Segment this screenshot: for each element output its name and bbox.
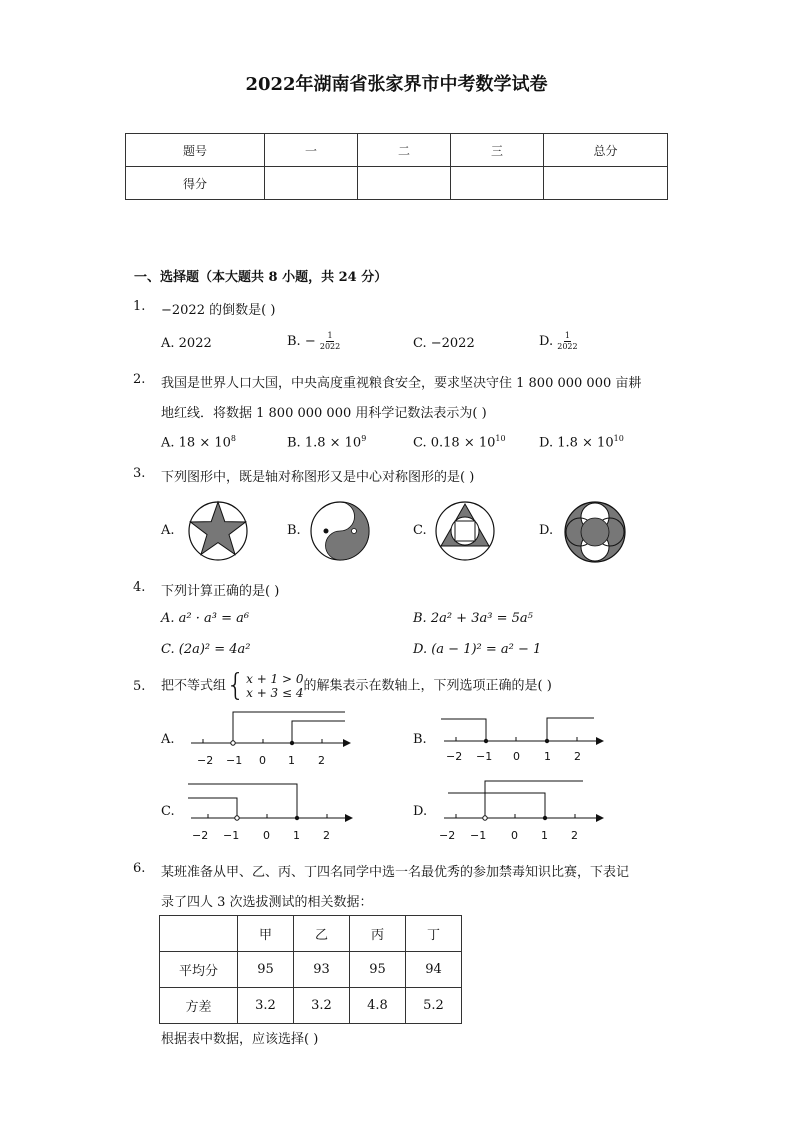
stem-suffix: 的解集表示在数轴上，下列选项正确的是( ) xyxy=(303,678,552,694)
option-c[interactable]: C. (2a)² = 4a² xyxy=(161,642,251,657)
tick-label: 1 xyxy=(541,829,548,842)
table-cell: 95 xyxy=(350,952,406,988)
option-c[interactable]: C. −2022 xyxy=(413,336,475,351)
option-d[interactable] xyxy=(539,331,578,352)
option-c[interactable]: C. xyxy=(161,804,175,819)
question-number: 1. xyxy=(133,299,146,314)
table-cell: 3.2 xyxy=(294,988,350,1024)
tick-label: −1 xyxy=(223,829,240,842)
question-followup: 根据表中数据，应该选择( ) xyxy=(161,1032,319,1047)
fraction-numerator: 1 xyxy=(327,331,333,340)
question-stem-line2: 录了四人 3 次选拔测试的相关数据： xyxy=(161,895,373,910)
table-cell: 93 xyxy=(294,952,350,988)
table-row xyxy=(160,952,462,988)
score-row-label: 得分 xyxy=(126,167,265,200)
option-a[interactable]: A. xyxy=(161,523,175,538)
option-d[interactable] xyxy=(539,434,624,450)
tick-label: 0 xyxy=(511,829,518,842)
option-d[interactable]: D. xyxy=(539,523,554,538)
four-circles-figure xyxy=(563,500,627,564)
exponent: 10 xyxy=(495,434,506,443)
tick-label: 0 xyxy=(263,829,270,842)
number-line-a xyxy=(183,705,353,770)
inequality-1: x + 1 > 0 xyxy=(246,672,304,686)
question-stem-line1: 我国是世界人口大国，中央高度重视粮食安全，要求坚决守住 1 800 000 000 亩耕 xyxy=(161,376,642,391)
question-number: 6. xyxy=(133,861,146,876)
tick-label: −2 xyxy=(439,829,456,842)
fraction xyxy=(320,331,340,352)
number-line-c xyxy=(183,780,358,846)
question-number: 4. xyxy=(133,580,146,595)
option-text: C. 0.18 × 10 xyxy=(413,435,496,451)
question-stem-line2: 地红线．将数据 1 800 000 000 用科学记数法表示为( ) xyxy=(161,406,487,421)
tick-label: 2 xyxy=(574,750,581,763)
score-cell-2[interactable] xyxy=(358,167,451,200)
score-header-cell: 一 xyxy=(265,134,358,167)
exponent: 10 xyxy=(613,434,624,443)
score-header-cell: 二 xyxy=(358,134,451,167)
tick-label: 1 xyxy=(544,750,551,763)
question-number: 2. xyxy=(133,372,146,387)
tick-label: 2 xyxy=(571,829,578,842)
tick-label: −2 xyxy=(197,754,214,767)
circle-star-figure xyxy=(187,500,249,562)
question-stem-line1: 某班准备从甲、乙、丙、丁四名同学中选一名最优秀的参加禁毒知识比赛，下表记 xyxy=(161,865,630,880)
option-text: B. 1.8 × 10 xyxy=(287,435,362,451)
table-row xyxy=(160,988,462,1024)
option-b[interactable]: B. 2a² + 3a³ = 5a⁵ xyxy=(413,611,533,626)
stem-prefix: 把不等式组 xyxy=(161,678,227,694)
fraction-denominator: 2022 xyxy=(557,342,578,351)
score-cell-total[interactable] xyxy=(544,167,668,200)
fraction xyxy=(557,331,577,352)
number-line-b xyxy=(436,710,606,770)
score-header-cell: 总分 xyxy=(544,134,668,167)
table-header-cell: 甲 xyxy=(238,916,294,952)
tick-label: 1 xyxy=(288,754,295,767)
tick-label: −1 xyxy=(226,754,243,767)
question-stem xyxy=(161,668,552,703)
table-cell: 95 xyxy=(238,952,294,988)
option-a[interactable]: A. 2022 xyxy=(161,336,212,351)
table-header-cell: 丙 xyxy=(350,916,406,952)
option-d[interactable]: D. (a − 1)² = a² − 1 xyxy=(413,642,542,657)
table-cell: 3.2 xyxy=(238,988,294,1024)
triangle-square-figure xyxy=(434,500,496,562)
score-cell-1[interactable] xyxy=(265,167,358,200)
option-d[interactable]: D. xyxy=(413,804,428,819)
tick-label: −2 xyxy=(446,750,463,763)
question-number: 3. xyxy=(133,466,146,481)
table-header-cell xyxy=(160,916,238,952)
option-a[interactable]: A. a² · a³ = a⁶ xyxy=(161,611,250,626)
question-stem: 下列图形中，既是轴对称图形又是中心对称图形的是( ) xyxy=(161,470,475,485)
data-table xyxy=(159,915,462,1024)
table-cell: 5.2 xyxy=(406,988,462,1024)
section-heading: 一、选择题（本大题共 8 小题，共 24 分） xyxy=(134,270,388,285)
question-number: 5. xyxy=(133,679,146,694)
tick-label: −1 xyxy=(470,829,487,842)
score-table-header-row xyxy=(126,134,668,167)
score-header-cell: 题号 xyxy=(126,134,265,167)
question-stem: −2022 的倒数是( ) xyxy=(161,303,276,318)
option-text: D. 1.8 × 10 xyxy=(539,435,614,451)
table-cell: 平均分 xyxy=(160,952,238,988)
inequality-system xyxy=(226,668,304,703)
option-b[interactable] xyxy=(287,331,340,352)
tick-label: −1 xyxy=(476,750,493,763)
option-d-prefix: D. xyxy=(539,334,558,349)
tick-label: 0 xyxy=(259,754,266,767)
table-cell: 4.8 xyxy=(350,988,406,1024)
tick-label: 2 xyxy=(318,754,325,767)
option-c[interactable] xyxy=(413,434,506,450)
option-b[interactable]: B. xyxy=(287,523,301,538)
table-row xyxy=(160,916,462,952)
score-cell-3[interactable] xyxy=(451,167,544,200)
tick-label: 1 xyxy=(293,829,300,842)
option-c[interactable]: C. xyxy=(413,523,427,538)
table-cell: 方差 xyxy=(160,988,238,1024)
option-b-prefix: B. − xyxy=(287,334,316,349)
exponent: 9 xyxy=(361,434,367,443)
option-b[interactable]: B. xyxy=(413,732,427,747)
option-text: A. 18 × 10 xyxy=(161,435,231,451)
fraction-denominator: 2022 xyxy=(319,342,341,351)
option-a[interactable] xyxy=(161,434,236,450)
question-stem: 下列计算正确的是( ) xyxy=(161,584,280,599)
table-header-cell: 丁 xyxy=(406,916,462,952)
score-table xyxy=(125,133,668,200)
brace: { xyxy=(226,668,246,703)
score-header-cell: 三 xyxy=(451,134,544,167)
table-header-cell: 乙 xyxy=(294,916,350,952)
table-cell: 94 xyxy=(406,952,462,988)
option-a[interactable]: A. xyxy=(161,732,175,747)
tick-label: 2 xyxy=(323,829,330,842)
inequality-2: x + 3 ≤ 4 xyxy=(246,686,304,700)
option-b[interactable] xyxy=(287,434,366,450)
fraction-numerator: 1 xyxy=(564,331,570,340)
number-line-d xyxy=(436,777,606,846)
score-table-score-row xyxy=(126,167,668,200)
page-title: 2022年湖南省张家界市中考数学试卷 xyxy=(245,74,548,95)
tick-label: −2 xyxy=(192,829,209,842)
exponent: 8 xyxy=(230,434,236,443)
yin-yang-figure xyxy=(309,500,371,562)
tick-label: 0 xyxy=(513,750,520,763)
